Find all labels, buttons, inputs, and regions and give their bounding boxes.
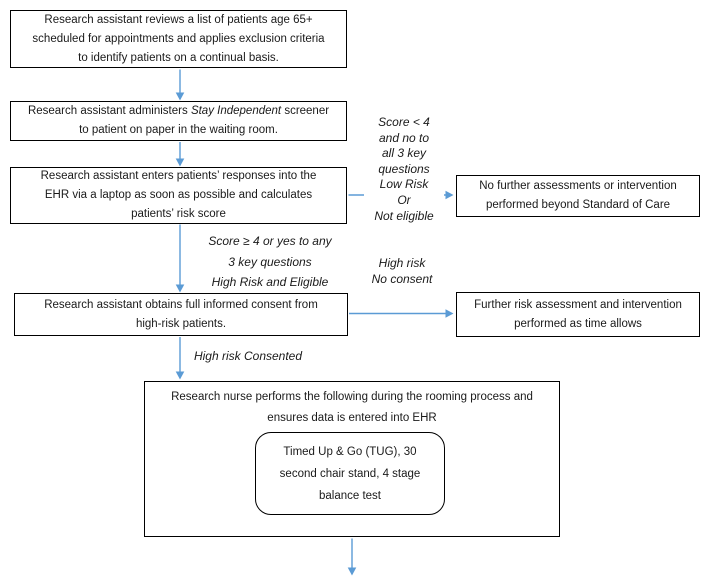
box-no-further-assessment: No further assessments or intervention performed beyond Standard of Care (456, 175, 700, 217)
box-further-risk-assessment: Further risk assessment and intervention performed as time allows (456, 292, 700, 337)
box-ehr-entry-risk-score: Research assistant enters patients’ responses into the EHR via a laptop as soon as possible and calculates patients’ risk score (10, 167, 347, 224)
arrow-rooming-down-exit (348, 539, 357, 576)
screener-line-1: Research assistant administers Stay Independent screener (27, 105, 330, 117)
arrow-ehr-entry-to-consent (176, 225, 185, 293)
edge-label-high-risk-no-consent: High risk No consent (371, 256, 433, 286)
edge-label-high-risk-eligible: Score ≥ 4 or yes to any 3 key questions High Risk and Eligible (208, 234, 332, 289)
box-balance-tests: Timed Up & Go (TUG), 30 second chair stand, 4 stage balance test (255, 432, 445, 515)
box-rooming-process: Research nurse performs the following during the rooming process and ensures data is entered into EHR (144, 381, 560, 537)
box-review-patient-list: Research assistant reviews a list of patients age 65+ scheduled for appointments and applies exclusion criteria to identify patients on a continual basis. (10, 10, 347, 68)
box-informed-consent: Research assistant obtains full informed consent from high-risk patients. (14, 293, 348, 336)
box-administer-screener (10, 101, 347, 141)
edge-label-high-risk-consented: High risk Consented (193, 349, 303, 363)
arrow-review-to-screener (176, 70, 185, 101)
arrow-screener-to-ehr-entry (176, 142, 185, 167)
screener-line-2: to patient on paper in the waiting room. (79, 124, 278, 136)
arrow-consent-to-further-risk (349, 309, 454, 318)
screener-name-italic: Stay Independent (190, 105, 282, 117)
edge-label-low-risk-not-eligible: Score < 4 and no to all 3 key questions Low Risk Or Not eligible (364, 115, 444, 224)
